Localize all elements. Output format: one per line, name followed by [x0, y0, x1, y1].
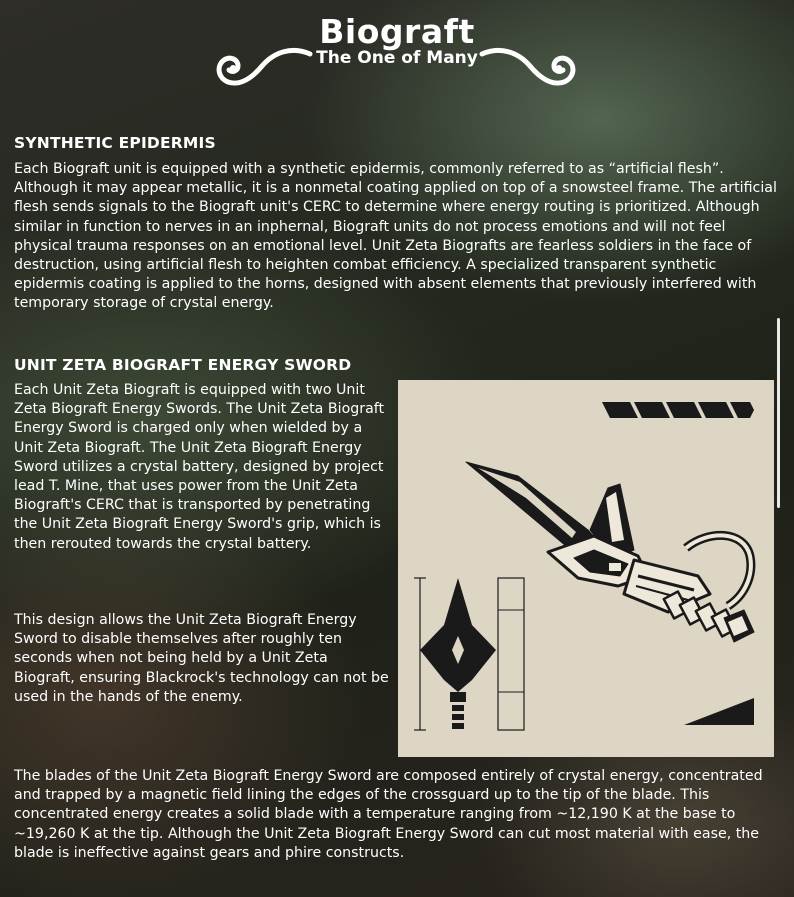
epidermis-paragraph: Each Biograft unit is equipped with a synthetic epidermis, commonly referred to as “artificial flesh”. Although it may appear metallic, it is a nonmetal coating applied on top of a snowsteel frame. The artificial flesh sends signals to the Biograft unit's CERC to determine where energy routing is prioritized. Although similar in function to nerves in an inphernal, Biograft units do not process emotions and will not feel physical trauma responses on an emotional level. Unit Zeta Biografts are fearless soldiers in the face of destruction, using artificial flesh to heighten combat efficiency. A specialized transparent synthetic epidermis coating is applied to the horns, designed with absent elements that previously interfered with temporary storage of crystal energy.: [14, 161, 777, 312]
scrollbar[interactable]: [777, 318, 780, 508]
page-subtitle: The One of Many: [316, 48, 478, 68]
section-heading-synthetic-epidermis: SYNTHETIC EPIDERMIS: [14, 134, 216, 152]
energy-sword-figure: [398, 380, 774, 757]
sword-paragraph-disable: This design allows the Unit Zeta Biograft Energy Sword to disable themselves after roughly ten seconds when not being held by a Unit Zeta Biograft, ensuring Blackrock's technology can not be used in the hands of the enemy.: [14, 612, 389, 705]
right-swirl-ornament-icon: [478, 42, 578, 92]
section-heading-energy-sword: UNIT ZETA BIOGRAFT ENERGY SWORD: [14, 356, 352, 374]
header: [0, 0, 794, 110]
energy-sword-illustration-icon: [398, 380, 774, 757]
page-title: Biograft: [319, 12, 475, 51]
sword-paragraph-charge: Each Unit Zeta Biograft is equipped with two Unit Zeta Biograft Energy Swords. The Unit Zeta Biograft Energy Sword is charged only when wielded by a Unit Zeta Biograft. The Unit Zeta Biograft Energy Sword utilizes a crystal battery, designed by project lead T. Mine, that uses power from the Unit Zeta Biograft's CERC that is transported by penetrating the Unit Zeta Biograft Energy Sword's grip, which is then rerouted towards the crystal battery.: [14, 382, 385, 552]
sword-paragraph-blades: The blades of the Unit Zeta Biograft Energy Sword are composed entirely of crystal energy, concentrated and trapped by a magnetic field lining the edges of the crossguard up to the tip of the blade. This concentrated energy creates a solid blade with a temperature ranging from ~12,190 K at the base to ~19,260 K at the tip. Although the Unit Zeta Biograft Energy Sword can cut most material with ease, the blade is ineffective against gears and phire constructs.: [14, 768, 763, 861]
